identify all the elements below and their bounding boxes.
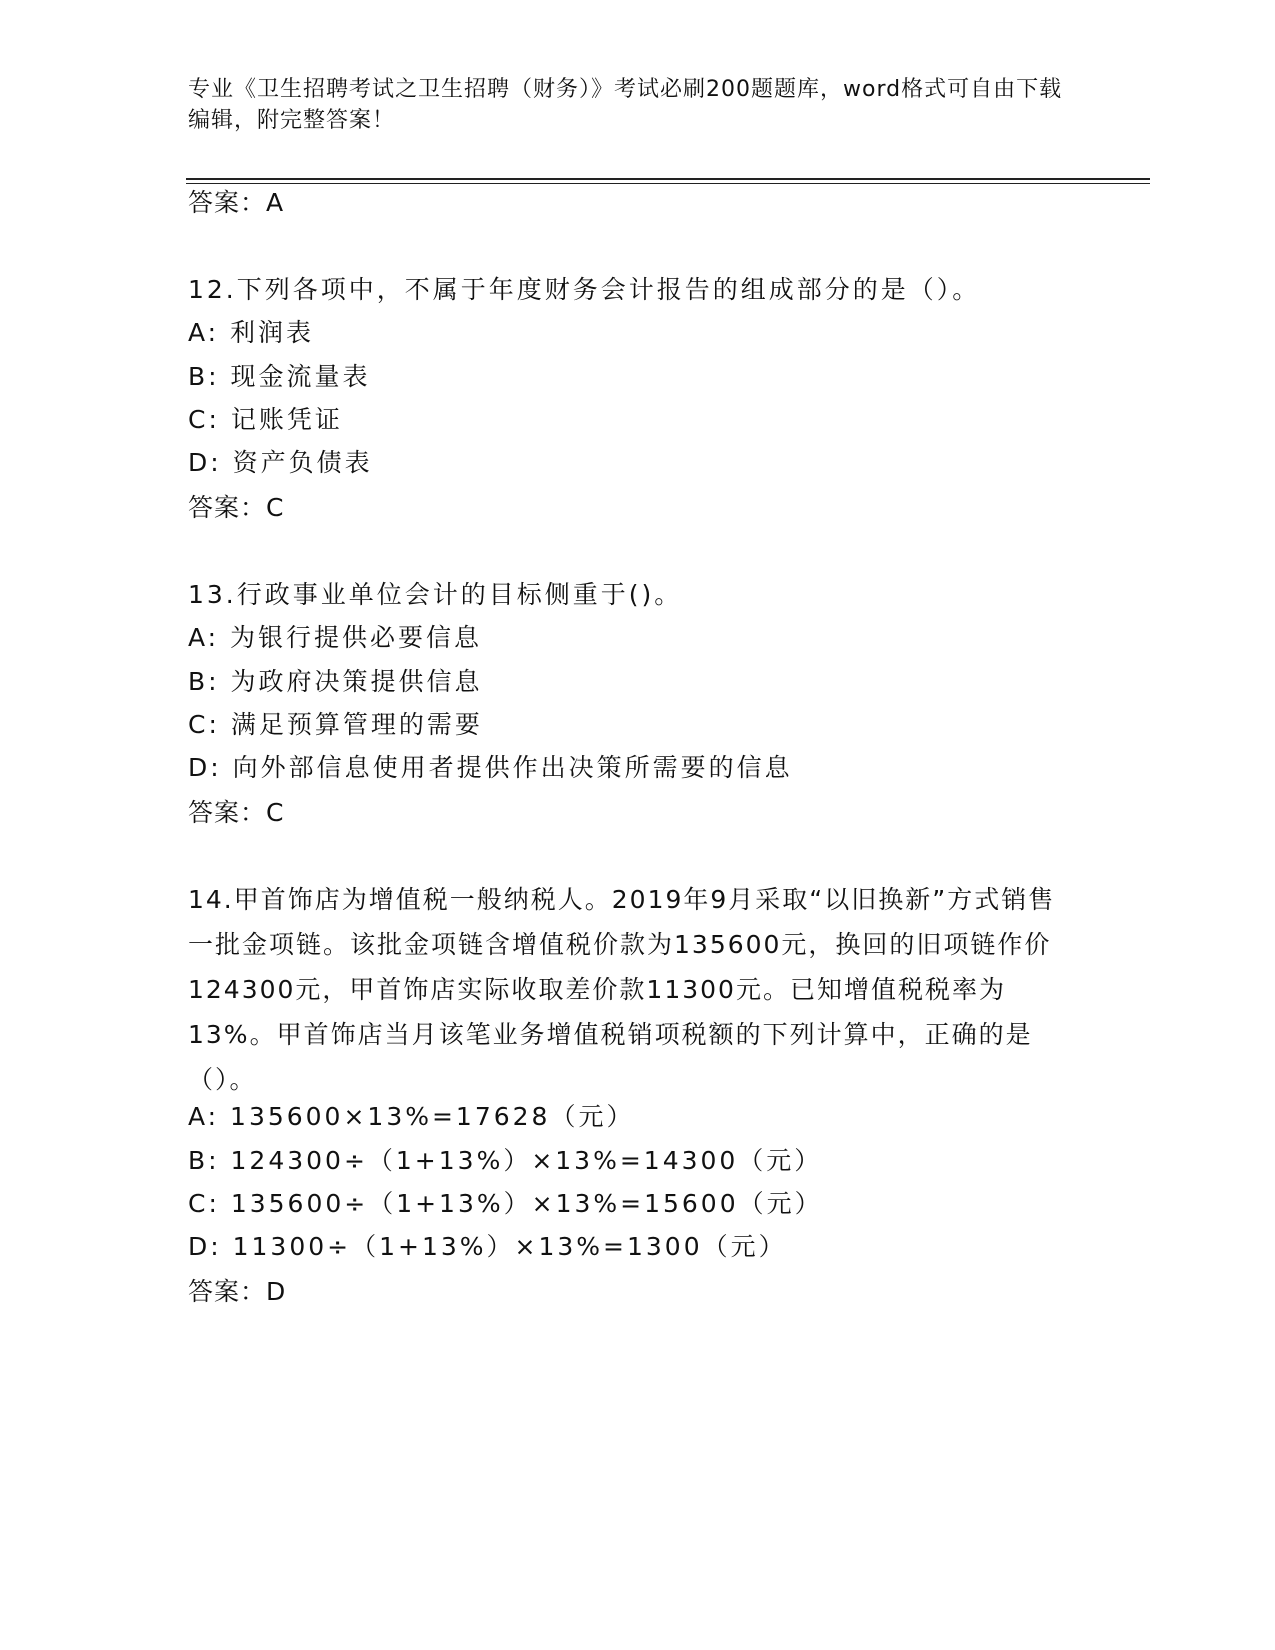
question-13-option-b: B: 为政府决策提供信息: [188, 667, 483, 696]
question-13-option-c: C: 满足预算管理的需要: [188, 710, 483, 739]
question-13-option-a: A: 为银行提供必要信息: [188, 623, 483, 652]
question-14-answer: 答案：D: [188, 1277, 287, 1306]
question-14-option-a: A: 135600×13%=17628（元）: [188, 1102, 635, 1131]
question-12-option-d: D: 资产负债表: [188, 448, 373, 477]
question-14-option-b: B: 124300÷（1+13%）×13%=14300（元）: [188, 1146, 823, 1175]
header-divider-thick: [186, 178, 1150, 180]
question-14-option-c: C: 135600÷（1+13%）×13%=15600（元）: [188, 1189, 823, 1218]
question-12-option-c: C: 记账凭证: [188, 405, 343, 434]
question-12-answer: 答案：C: [188, 493, 285, 522]
question-12-option-b: B: 现金流量表: [188, 362, 371, 391]
question-12-option-a: A: 利润表: [188, 318, 315, 347]
previous-answer: 答案：A: [188, 188, 285, 217]
question-13-stem: 13.行政事业单位会计的目标侧重于()。: [188, 580, 683, 609]
question-14-option-d: D: 11300÷（1+13%）×13%=1300（元）: [188, 1232, 787, 1261]
question-12-stem: 12.下列各项中，不属于年度财务会计报告的组成部分的是（）。: [188, 275, 981, 304]
question-14-stem: 14.甲首饰店为增值税一般纳税人。2019年9月采取“以旧换新”方式销售一批金项链。该批金项链含增值税价款为135600元，换回的旧项链作价124300元，甲首饰店实际收取差价款11300元。已知增值税税率为13%。甲首饰店当月该笔业务增值税销项税额的下列计算中，正确的是（）。: [188, 885, 1056, 1094]
question-13-answer: 答案：C: [188, 798, 285, 827]
header-divider-thin: [186, 183, 1150, 184]
question-13-option-d: D: 向外部信息使用者提供作出决策所需要的信息: [188, 753, 793, 782]
header-intro: 专业《卫生招聘考试之卫生招聘（财务）》考试必刷200题题库，word格式可自由下载编辑，附完整答案！: [188, 77, 1063, 133]
